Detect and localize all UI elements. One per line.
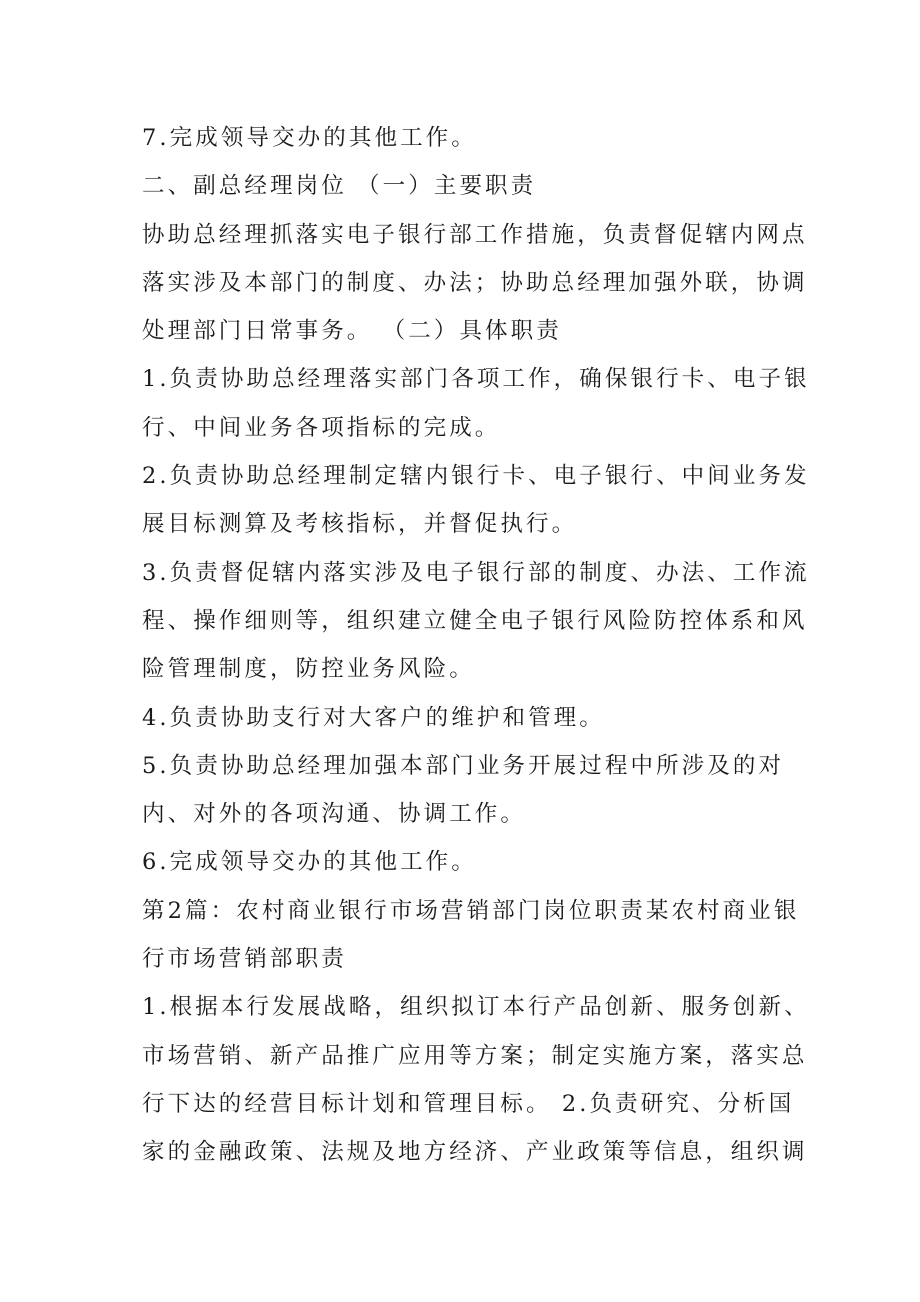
text-line: 3.负责督促辖内落实涉及电子银行部的制度、办法、工作流 (142, 559, 810, 586)
text-line: 行、中间业务各项指标的完成。 (142, 414, 501, 441)
text-line: 落实涉及本部门的制度、办法；协助总经理加强外联，协调 (142, 269, 808, 296)
text-line: 行下达的经营目标计划和管理目标。 2.负责研究、分析国 (142, 1090, 795, 1117)
text-line: 1.负责协助总经理落实部门各项工作，确保银行卡、电子银 (142, 366, 810, 393)
text-line: 险管理制度，防控业务风险。 (142, 656, 475, 683)
text-line: 市场营销、新产品推广应用等方案；制定实施方案，落实总 (142, 1042, 808, 1069)
article-heading: 第2篇：农村商业银行市场营销部门岗位职责某农村商业银 (142, 897, 800, 924)
text-line: 2.负责协助总经理制定辖内银行卡、电子银行、中间业务发 (142, 463, 810, 490)
text-line: 展目标测算及考核指标，并督促执行。 (142, 511, 578, 538)
text-line: 家的金融政策、法规及地方经济、产业政策等信息，组织调 (142, 1139, 808, 1166)
article-heading: 行市场营销部职责 (142, 946, 347, 973)
text-line: 7.完成领导交办的其他工作。 (142, 125, 477, 151)
document-body (142, 114, 810, 1177)
text-line: 处理部门日常事务。 （二）具体职责 (142, 318, 562, 345)
text-line: 协助总经理抓落实电子银行部工作措施，负责督促辖内网点 (142, 221, 808, 248)
text-line: 5.负责协助总经理加强本部门业务开展过程中所涉及的对 (142, 752, 785, 779)
text-line: 内、对外的各项沟通、协调工作。 (142, 801, 527, 828)
text-line: 6.完成领导交办的其他工作。 (142, 849, 477, 876)
text-line: 程、操作细则等，组织建立健全电子银行风险防控体系和风 (142, 607, 808, 634)
text-line: 4.负责协助支行对大客户的维护和管理。 (142, 704, 605, 731)
section-heading: 二、副总经理岗位 （一）主要职责 (142, 173, 537, 200)
text-line: 1.根据本行发展战略，组织拟订本行产品创新、服务创新、 (142, 994, 810, 1021)
